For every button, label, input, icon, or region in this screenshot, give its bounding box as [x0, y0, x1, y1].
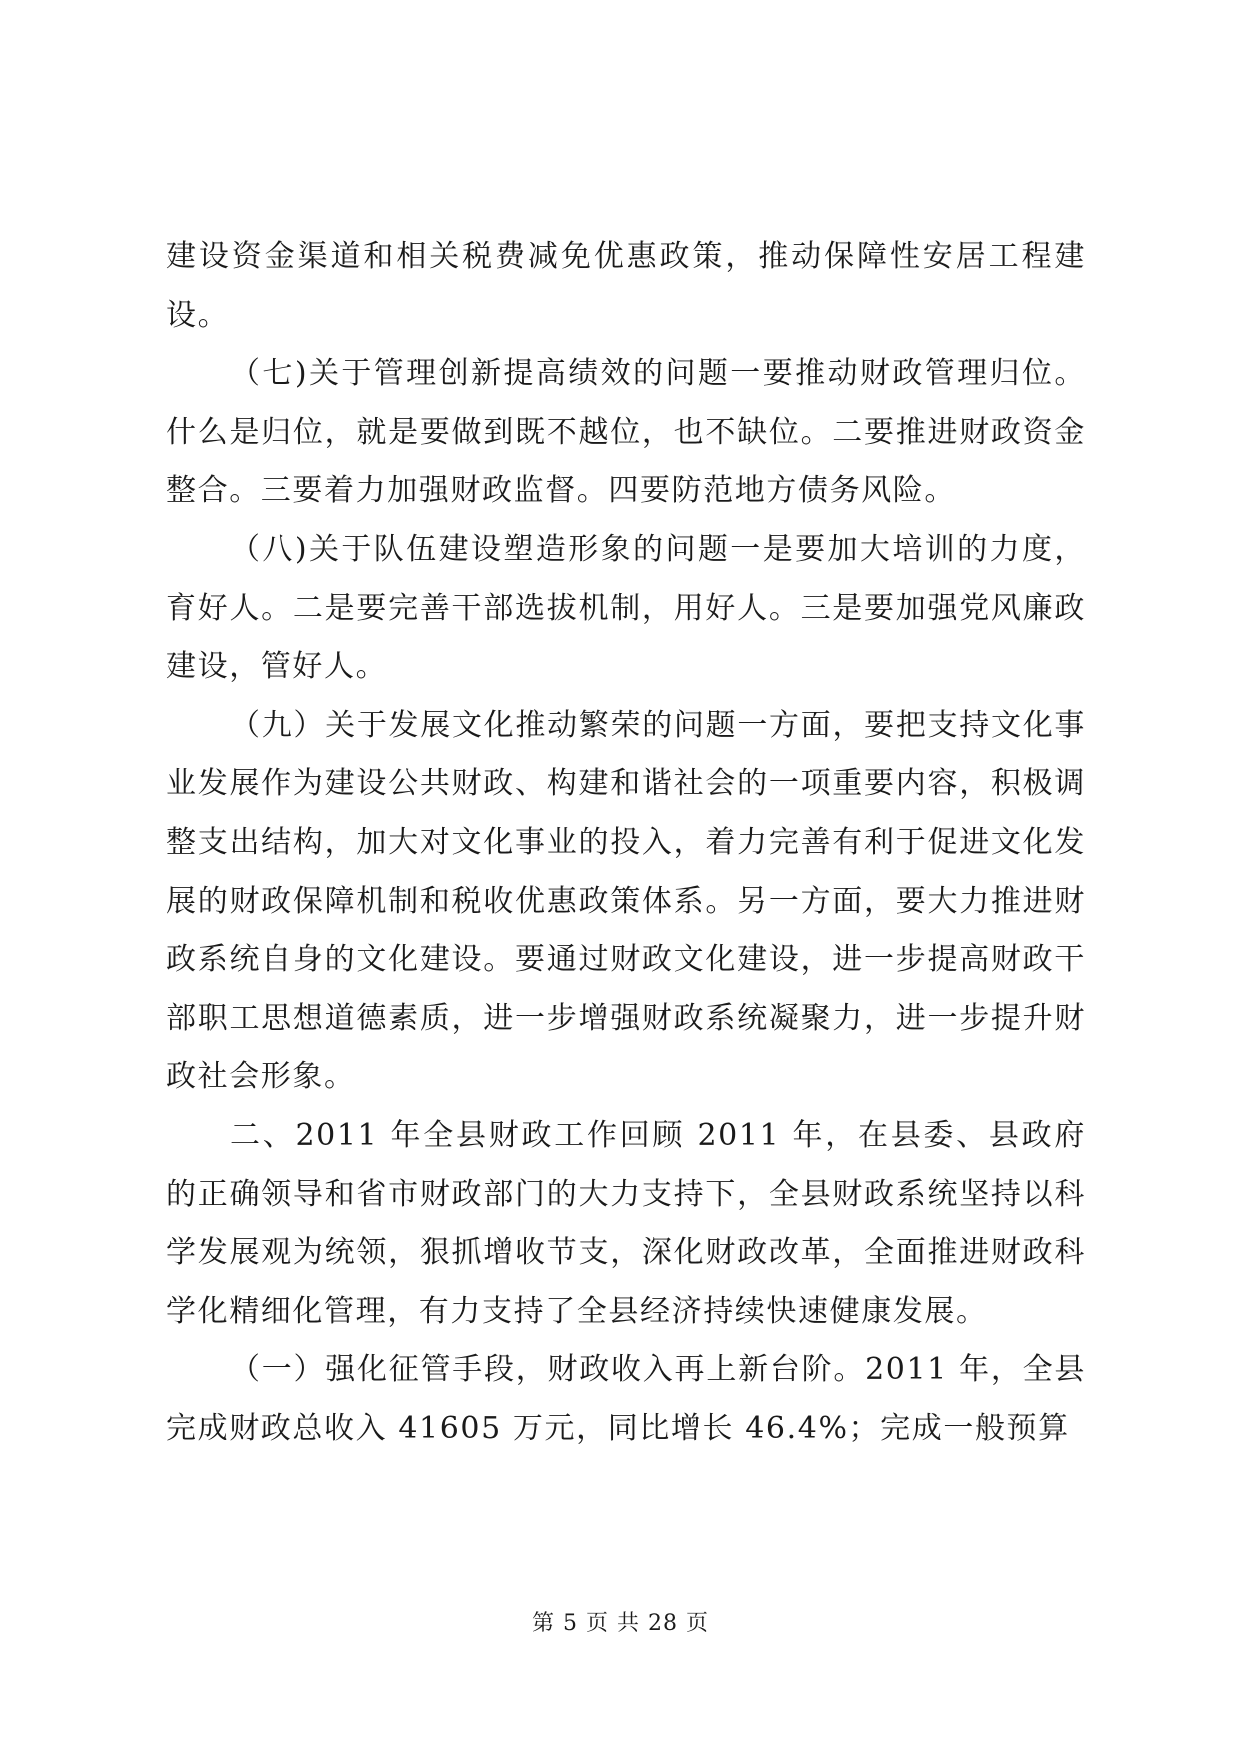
paragraph-item-7: （七)关于管理创新提高绩效的问题一要推动财政管理归位。什么是归位，就是要做到既不越位，也不缺位。二要推进财政资金整合。三要着力加强财政监督。四要防范地方债务风险。 [166, 356, 1086, 509]
body-text [166, 228, 1086, 1458]
paragraph-item-1: （一）强化征管手段，财政收入再上新台阶。2011 年，全县完成财政总收入 41605 万元，同比增长 46.4%；完成一般预算 [166, 1352, 1086, 1446]
paragraph-item-9: （九）关于发展文化推动繁荣的问题一方面，要把支持文化事业发展作为建设公共财政、构建和谐社会的一项重要内容，积极调整支出结构，加大对文化事业的投入，着力完善有利于促进文化发展的财政保障机制和税收优惠政策体系。另一方面，要大力推进财政系统自身的文化建设。要通过财政文化建设，进一步提高财政干部职工思想道德素质，进一步增强财政系统凝聚力，进一步提升财政社会形象。 [166, 707, 1086, 1095]
paragraph-item-8: （八)关于队伍建设塑造形象的问题一是要加大培训的力度，育好人。二是要完善干部选拔机制，用好人。三是要加强党风廉政建设，管好人。 [166, 531, 1086, 685]
paragraph-section-2: 二、2011 年全县财政工作回顾 2011 年，在县委、县政府的正确领导和省市财政部门的大力支持下，全县财政系统坚持以科学发展观为统领，狠抓增收节支，深化财政改革，全面推进财政科学化精细化管理，有力支持了全县经济持续快速健康发展。 [166, 1117, 1086, 1329]
page-footer: 第 5 页 共 28 页 [532, 1611, 709, 1636]
paragraph-continuation: 建设资金渠道和相关税费减免优惠政策，推动保障性安居工程建设。 [166, 239, 1086, 333]
